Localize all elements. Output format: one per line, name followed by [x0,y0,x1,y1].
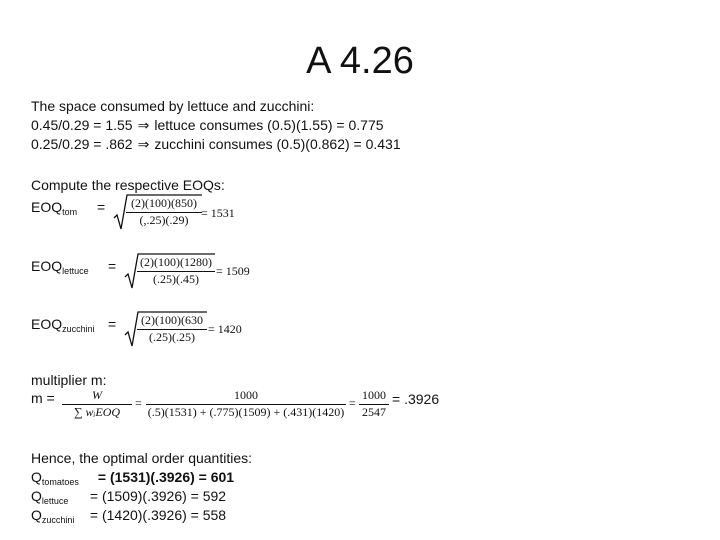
eoq-zucchini-label: $EOQ_{zucchini}$ [31,316,95,334]
equals-sign: = [135,396,142,410]
eoq-tom-label: $EOQ_{tom}$ [31,199,78,217]
zucchini-ratio: 0.25/0.29 = .862 [31,136,133,152]
space-heading: The space consumed by lettuce and zucchini: [31,98,315,114]
eoq-zucchini-result: = 1420 [208,322,242,336]
zucchini-ratio-line [31,136,401,153]
m-label: m = [31,390,55,406]
q-lettuce-value: = (1509)(.3926) = 592 [89,488,227,504]
q-zucchini-line: Qzucchini = (1420)(.3926) = 558 [31,507,227,525]
equals-sign: = [108,316,117,332]
multiplier-heading: multiplier m: [31,372,107,388]
multiplier-general-fraction: W ∑ wᵢEOQ [62,388,132,420]
eoq-lettuce-fraction: (2)(100)(1280) (.25)(.45) [137,255,215,287]
eoq-tom-result: = 1531 [201,206,235,220]
slide-title: A 4.26 [306,40,414,82]
lettuce-ratio: 0.45/0.29 = 1.55 [31,117,133,133]
lettuce-ratio-line [31,117,384,134]
implies-arrow-icon: ⇒ [137,136,150,152]
equals-sign: = [108,258,117,274]
eoq-tom-fraction: (2)(100)(850) (,.25)(.29) [126,196,202,228]
lettuce-consumption: lettuce consumes (0.5)(1.55) = 0.775 [154,117,384,133]
multiplier-reduced-fraction: 1000 2547 [359,388,389,420]
zucchini-consumption: zucchini consumes (0.5)(0.862) = 0.431 [154,136,401,152]
q-tomatoes-line: Qtomatoes = (1531)(.3926) = 601 [31,469,235,487]
multiplier-result: = .3926 [392,391,440,407]
eoq-heading: Compute the respective EOQs: [31,177,225,193]
multiplier-numeric-fraction: 1000 (.5)(1531) + (.775)(1509) + (.431)(1420) [147,388,345,419]
eoq-lettuce-label: $EOQ_{lettuce}$ [31,258,89,276]
equals-sign: = [349,396,356,410]
eoq-zucchini-fraction: (2)(100)(630 (.25)(.25) [137,313,207,345]
equals-sign: = [97,199,106,215]
q-zucchini-value: = (1420)(.3926) = 558 [89,507,227,523]
implies-arrow-icon: ⇒ [137,117,150,133]
final-heading: Hence, the optimal order quantities: [31,450,253,466]
eoq-lettuce-result: = 1509 [216,264,250,278]
q-tomatoes-value: = (1531)(.3926) = 601 [97,469,235,485]
q-lettuce-line: Qlettuce = (1509)(.3926) = 592 [31,488,227,506]
